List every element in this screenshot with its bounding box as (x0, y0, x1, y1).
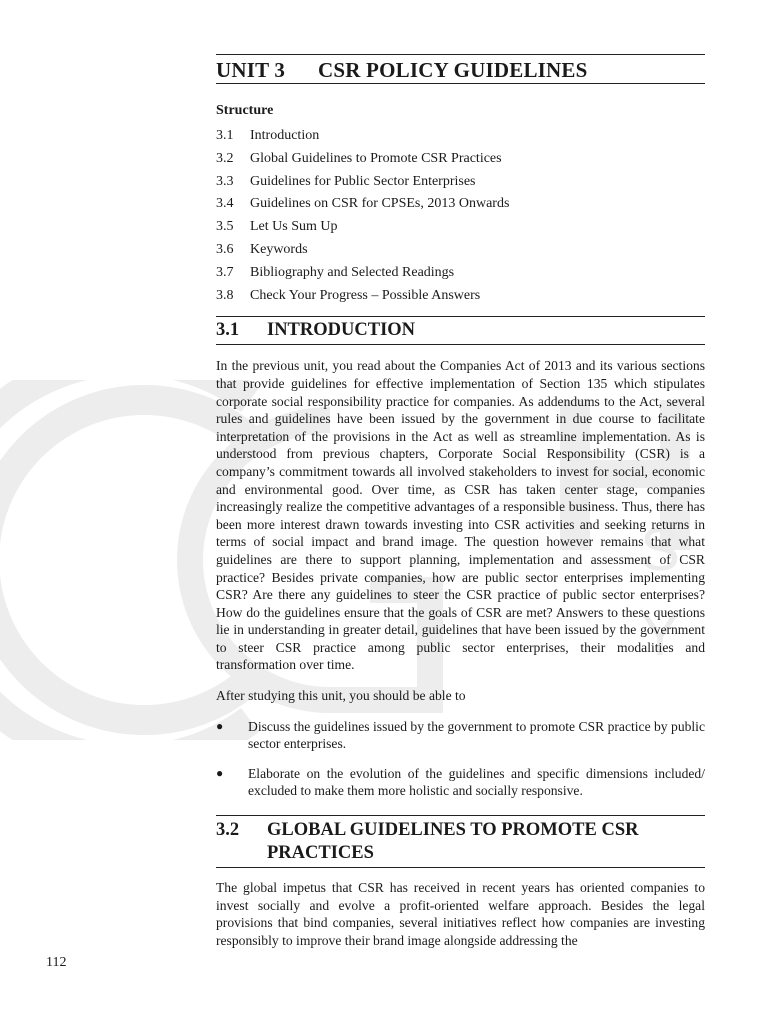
section-number: 3.2 (216, 820, 240, 841)
unit-title-bottom-rule (216, 83, 705, 84)
section-heading-introduction (216, 317, 705, 344)
structure-heading: Structure (216, 103, 274, 118)
global-guidelines-paragraph: The global impetus that CSR has received in recent years has oriented companies to invest socially and evolve a profit-oriented welfare approach. Besides the legal provisions that bind companies, several initiatives reflect how companies are investing responsibly to improve their brand image alongside addressing the (216, 880, 705, 948)
structure-item-label: Guidelines on CSR for CPSEs, 2013 Onwards (250, 196, 510, 212)
unit-number: UNIT 3 (216, 58, 286, 82)
watermark-inner-arc (0, 400, 250, 720)
structure-item (216, 216, 705, 239)
structure-item-label: Let Us Sum Up (250, 219, 338, 235)
section-title: INTRODUCTION (267, 320, 416, 341)
structure-item-number: 3.4 (216, 196, 234, 212)
objective-text: Elaborate on the evolution of the guidelines and specific dimensions included/ excluded to make them more holistic and socially responsive. (248, 765, 705, 799)
section-2-bottom-rule (216, 867, 705, 868)
structure-item-number: 3.5 (216, 219, 234, 235)
structure-item-number: 3.2 (216, 150, 234, 166)
unit-title (216, 55, 705, 83)
introduction-paragraph: In the previous unit, you read about the Companies Act of 2013 and its various sections that provide guidelines for effective implementation of Section 135 which stipulates corporate social responsibility practice for companies. As addendums to the Act, several rules and guidelines have been issued by the government in due course to facilitate interpretation of the provisions in the Act as well as streamline implementation. As is understood from previous chapters, Corporate Social Responsibility (CSR) is a company’s commitment towards all involved stakeholders to invest for social, economic and environmental good. Over time, as CSR has taken center stage, companies increasingly realize the competitive advantages of a responsible business. Thus, there has been more interest drawn towards investing into CSR activities and seeking returns in terms of social impact and brand image. The question however remains that what guidelines are there to support planning, implementation and assessment of CSR practice? Besides private companies, how are public sector enterprises implementing CSR? Are there any guidelines to steer the CSR practice of public sector enterprises? How do the guidelines ensure that the goals of CSR are met? Answers to these questions lie in understanding in greater detail, guidelines that have been issued by the government to steer CSR practice among public sector enterprises, their modalities and transformation over time. (216, 358, 705, 673)
structure-item-number: 3.8 (216, 287, 234, 303)
bullet-icon: ● (216, 718, 224, 733)
section-title-line-1: GLOBAL GUIDELINES TO PROMOTE CSR (267, 820, 639, 841)
section-number: 3.1 (216, 320, 240, 341)
structure-item-number: 3.3 (216, 173, 234, 189)
objective-item (216, 718, 705, 753)
bullet-icon: ● (216, 765, 224, 780)
watermark-text-s: S (640, 516, 681, 583)
unit-title-text: CSR POLICY GUIDELINES (318, 58, 588, 82)
structure-item-label: Guidelines for Public Sector Enterprises (250, 173, 476, 189)
page-number: 112 (46, 955, 67, 970)
structure-item-label: Global Guidelines to Promote CSR Practices (250, 150, 502, 166)
structure-item (216, 171, 705, 194)
structure-item-label: Keywords (250, 241, 308, 257)
watermark-text-y: Y (640, 601, 681, 668)
structure-item (216, 148, 705, 171)
page-content (216, 54, 705, 949)
structure-item (216, 239, 705, 262)
objective-item (216, 765, 705, 800)
structure-item-label: Check Your Progress – Possible Answers (250, 287, 481, 303)
objectives-list (216, 718, 705, 800)
structure-item-number: 3.6 (216, 241, 234, 257)
structure-item-number: 3.7 (216, 264, 234, 280)
objective-text: Discuss the guidelines issued by the government to promote CSR practice by public sector enterprises. (248, 718, 705, 752)
section-title (267, 819, 638, 865)
section-title-line-2: PRACTICES (267, 843, 374, 864)
structure-item (216, 125, 705, 148)
objectives-intro: After studying this unit, you should be able to (216, 688, 466, 704)
structure-list (216, 125, 705, 307)
structure-item (216, 262, 705, 285)
structure-item (216, 285, 705, 308)
section-1-bottom-rule (216, 344, 705, 345)
structure-item-number: 3.1 (216, 128, 234, 143)
structure-item (216, 193, 705, 216)
structure-item-label: Introduction (250, 128, 320, 143)
structure-item-label: Bibliography and Selected Readings (250, 264, 455, 280)
section-heading-global-guidelines (216, 816, 705, 867)
